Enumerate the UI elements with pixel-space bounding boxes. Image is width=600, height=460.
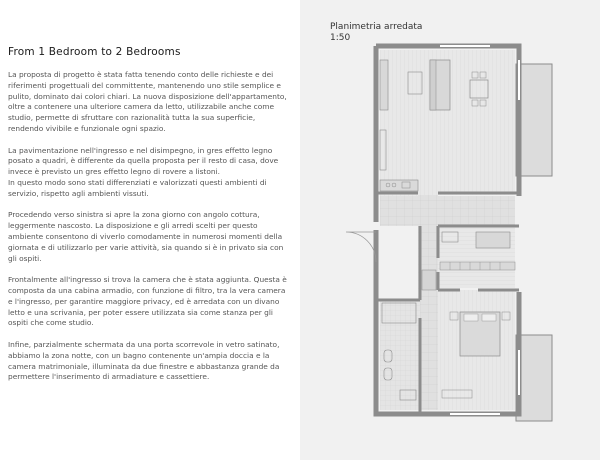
body-text	[8, 70, 290, 394]
paragraph-4: Procedendo verso sinistra si apre la zona giorno con angolo cottura, leggermente nascosto. La disposizione e gli arredi scelti per questo ambiente consentono di viverlo comodamente in numerosi momenti della giornata e di utilizzarlo per varie attività, sia quando si è in privato sia con gli ospiti.	[8, 210, 284, 263]
kitchen-counter	[380, 180, 418, 191]
section-heading: From 1 Bedroom to 2 Bedrooms	[8, 46, 181, 58]
pillow-left	[464, 314, 478, 321]
sofa-bed	[476, 232, 510, 248]
floor-plan-drawing	[300, 0, 600, 460]
paragraph-2: La pavimentazione nell'ingresso e nel disimpegno, in gres effetto legno posato a quadri, è differente da quella proposta per il resto di casa, dove invece è previsto un gres effetto legno di rovere a listoni.	[8, 145, 279, 177]
paragraph-1: La proposta di progetto è stata fatta tenendo conto delle richieste e dei riferimenti progettuali del committente, mantenendo uno stile semplice e pulito, dominato dai colori chiari. La nuova disposizione dell'appartamento, oltre a contenere una ulteriore camera da letto, utilizzabile anche come studio, permette di sfruttare con razionalità tutta la sua superficie, rendendo vivibile e funzionale ogni spazio.	[8, 70, 287, 133]
sofa-back	[430, 60, 436, 110]
corridor-floor	[380, 196, 515, 226]
paragraph-6: Infine, parzialmente schermata da una porta scorrevole in vetro satinato, abbiamo la zona notte, con un bagno contenente un'ampia doccia e la camera matrimoniale, illuminata da due finestre e abbastanza grande da permettere l'inserimento di armadiature e cassettiere.	[8, 339, 280, 382]
wardrobe	[440, 262, 515, 270]
plan-title: Planimetria arredata	[330, 22, 423, 32]
entrance-door	[346, 232, 376, 262]
hall-closet	[422, 270, 436, 290]
plan-scale: 1:50	[330, 33, 351, 43]
pillow-right	[482, 314, 496, 321]
paragraph-5: Frontalmente all'ingresso si trova la camera che è stata aggiunta. Questa è composta da una cabina armadio, con funzione di filtro, tra la vera camera e l'ingresso, per garantire maggiore privacy, ed è arredata con un divano letto e una scrivania, per poter essere utilizzata sia come stanza per gli ospiti che come studio.	[8, 275, 287, 328]
tv-unit	[380, 60, 388, 110]
paragraph-3: In questo modo sono stati differenziati e valorizzati questi ambienti di servizio, rispetto agli ambienti vissuti.	[8, 177, 267, 198]
